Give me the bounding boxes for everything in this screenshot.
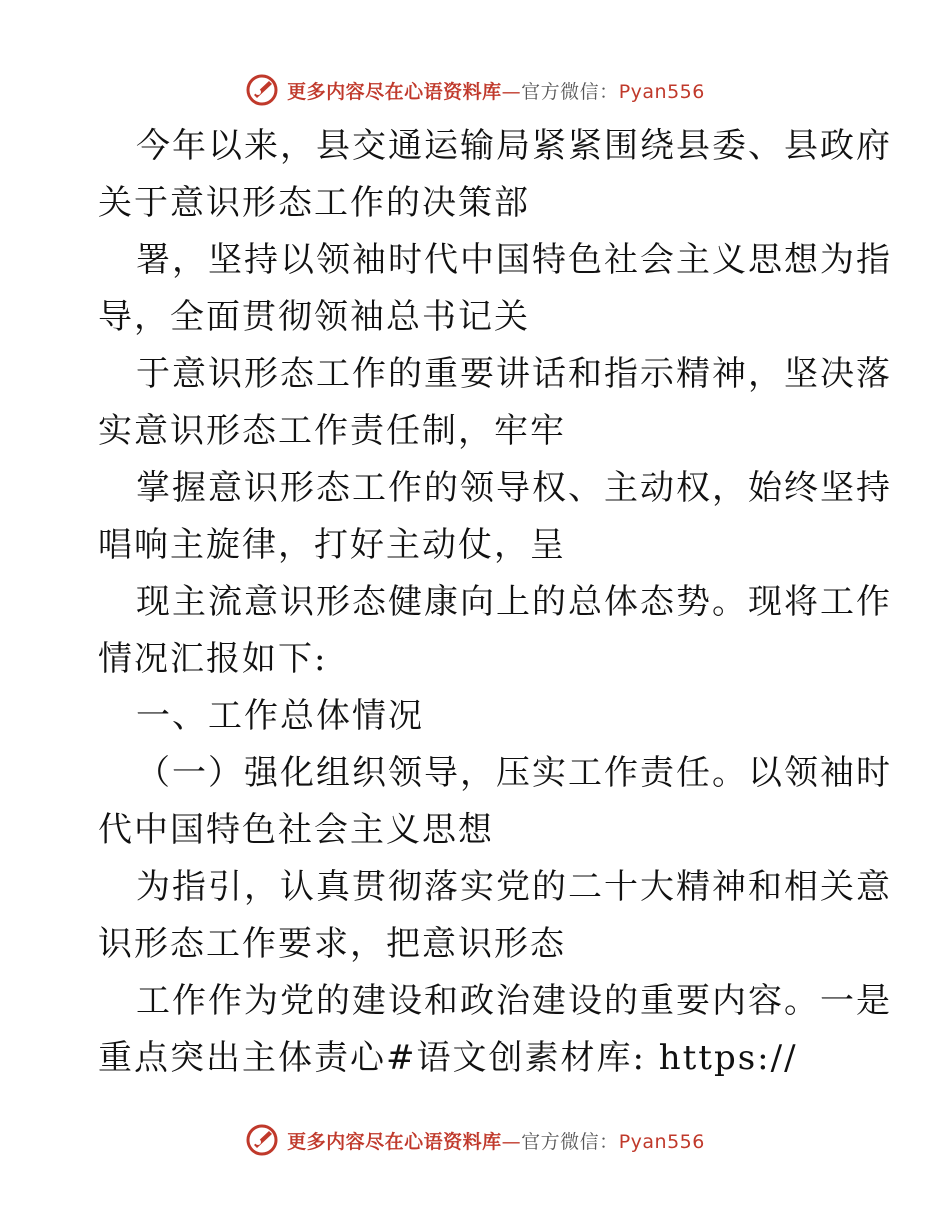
- paragraph-first-line: 一、工作总体情况: [136, 696, 424, 736]
- document-body: [98, 118, 892, 1087]
- watermark-id: Pyan556: [618, 80, 705, 103]
- watermark-separator: —: [501, 1130, 522, 1153]
- paragraph-first-line: 现主流意识形态健康向上的总体态势。现将工作: [136, 582, 892, 622]
- paragraph-first-line: （一）强化组织领导，压实工作责任。以领袖时: [136, 753, 892, 793]
- paragraph-first-line: 于意识形态工作的重要讲话和指示精神，坚决落: [136, 354, 892, 394]
- paragraph-first-line: 为指引，认真贯彻落实党的二十大精神和相关意: [136, 867, 892, 907]
- watermark-text: [287, 77, 705, 104]
- watermark-text: [287, 1127, 705, 1154]
- brand-logo-icon: [245, 73, 279, 107]
- paragraph-first-line: 署，坚持以领袖时代中国特色社会主义思想为指: [136, 240, 892, 280]
- paragraph-line: 识形态工作要求，把意识形态: [98, 924, 566, 964]
- paragraph-line: 情况汇报如下:: [98, 639, 328, 679]
- paragraph-first-line: 掌握意识形态工作的领导权、主动权，始终坚持: [136, 468, 892, 508]
- watermark-header: [0, 72, 950, 108]
- paragraph-line: 代中国特色社会主义思想: [98, 810, 494, 850]
- paragraph-first-line: 今年以来，县交通运输局紧紧围绕县委、县政府: [136, 126, 892, 166]
- watermark-separator: —: [501, 80, 522, 103]
- watermark-id: Pyan556: [618, 1130, 705, 1153]
- paragraph-line: 导，全面贯彻领袖总书记关: [98, 297, 530, 337]
- paragraph-line: 实意识形态工作责任制，牢牢: [98, 411, 566, 451]
- paragraph-line: 重点突出主体责心#语文创素材库: https://: [98, 1038, 798, 1078]
- paragraph-line: 唱响主旋律，打好主动仗，呈: [98, 525, 566, 565]
- watermark-label: 官方微信：: [521, 1130, 619, 1153]
- watermark-label: 官方微信：: [521, 80, 619, 103]
- watermark-footer: [0, 1122, 950, 1158]
- watermark-main: 更多内容尽在心语资料库: [287, 80, 502, 103]
- paragraph-first-line: 工作作为党的建设和政治建设的重要内容。一是: [136, 981, 892, 1021]
- brand-logo-icon: [245, 1123, 279, 1157]
- paragraph-line: 关于意识形态工作的决策部: [98, 183, 530, 223]
- watermark-main: 更多内容尽在心语资料库: [287, 1130, 502, 1153]
